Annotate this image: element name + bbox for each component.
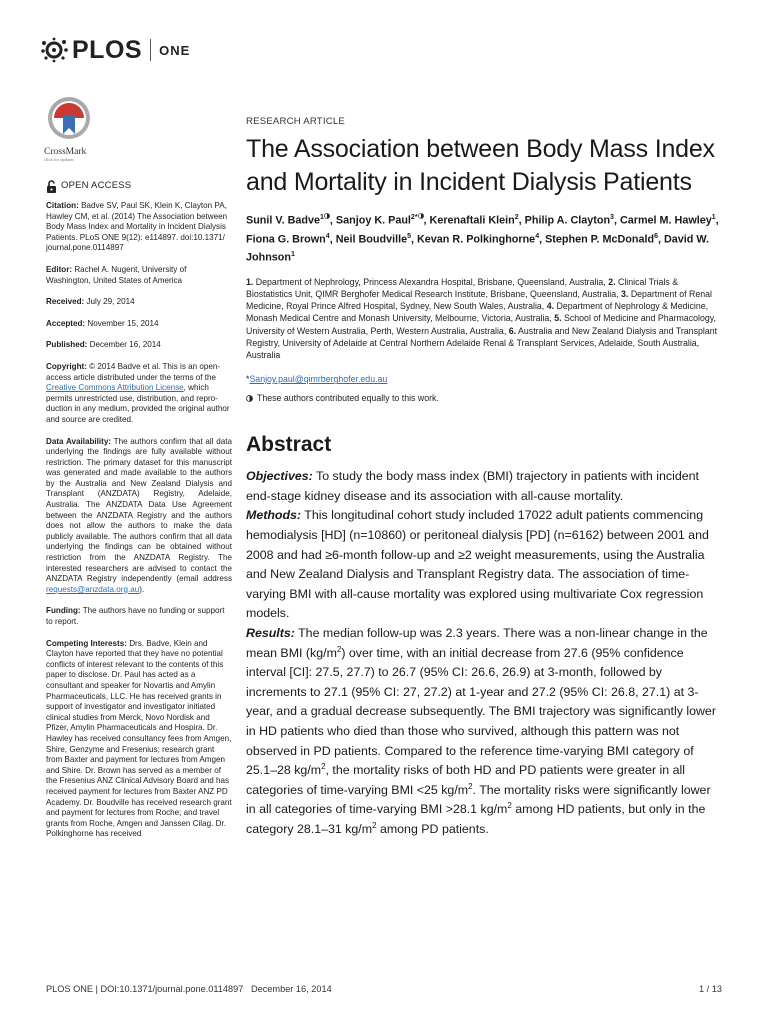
crossmark-icon [46, 96, 92, 140]
affiliations [246, 276, 722, 361]
author-name: Kevan R. Polkinghorne [417, 233, 536, 246]
received-text: July 29, 2014 [86, 297, 135, 307]
author-name: Neil Boudville [335, 233, 408, 246]
author-affiliation-mark: 4 [535, 232, 540, 240]
abstract-heading: Abstract [246, 433, 332, 457]
editor-label: Editor: [46, 264, 73, 274]
abstract-body [246, 467, 722, 839]
competing-interests-label: Competing Interests: [46, 638, 127, 648]
affiliation-text: Australia and New Zealand Dialysis and Transplant Registry, University of Adelaide at Central Northern Adelaide Renal & Transplant Services, Adelaide, South Australia, Australia [246, 325, 718, 360]
author-name: Stephen P. McDonald [545, 233, 655, 246]
author-name: Carmel M. Hawley [619, 214, 712, 227]
data-availability-block [46, 437, 232, 596]
author-name: Sunil V. Badve [246, 214, 321, 227]
author-name: David W. Johnson [246, 233, 709, 264]
results-text-6: among PD patients. [376, 821, 489, 836]
copyright-text-end: , which permits unrestricted use, distribution, and repro- duction in any medium, provided the original author and source are credited. [46, 383, 230, 424]
crossmark-label: CrossMark [44, 147, 87, 157]
author-separator: , [613, 214, 620, 227]
abstract-methods [246, 506, 722, 624]
author-separator: , [715, 214, 719, 227]
author-separator: , [518, 214, 525, 227]
corresponding-email [246, 374, 722, 384]
accepted-label: Accepted: [46, 318, 86, 328]
superscript: 2 [321, 761, 326, 771]
copyright-text: © 2014 Badve et al. This is an open-access article distributed under the terms of the [46, 361, 221, 382]
journal-name: ONE [159, 42, 191, 58]
funding-block [46, 606, 232, 627]
author-separator: , [329, 214, 336, 227]
citation-text: Badve SV, Paul SK, Klein K, Clayton PA, Hawley CM, et al. (2014) The Association between Body Mass Index and Mortality in Incident Dialysis Patients. PLoS ONE 9(12): e114897. doi:10.1371/ journal.pone.0114897 [46, 201, 228, 253]
article-sidebar [46, 180, 232, 851]
equal-contribution-text: These authors contributed equally to this work. [257, 393, 439, 404]
logo-divider [150, 39, 151, 61]
accepted-block [46, 319, 232, 330]
affiliation-text: Department of Nephrology & Medicine, Monash Medical Centre and Monash University, Melbourne, Victoria, Australia, [246, 301, 709, 324]
funding-label: Funding: [46, 606, 81, 616]
author-name: Kerenaftali Klein [429, 214, 515, 227]
author-affiliation-mark: 2* [410, 214, 418, 221]
license-link[interactable]: Creative Commons Attribution License [46, 383, 184, 393]
abstract-objectives [246, 467, 722, 506]
author-affiliation-mark: 2 [514, 214, 519, 221]
author-separator: , [329, 233, 336, 246]
affiliation-number: 6. [508, 325, 517, 336]
author-affiliation-mark: 1 [291, 251, 295, 259]
published-text: December 16, 2014 [89, 340, 161, 350]
author-name: Philip A. Clayton [524, 214, 611, 227]
published-block [46, 340, 232, 351]
author-affiliation-mark: 5 [407, 232, 411, 240]
corresponding-star: * [246, 374, 250, 385]
logo-text: PLOS [72, 35, 143, 64]
citation-block [46, 201, 232, 254]
author-separator: , [539, 233, 546, 246]
page-number: 1 / 13 [699, 984, 722, 994]
affiliation-number: 3. [621, 288, 629, 299]
author-affiliation-mark: 1 [320, 214, 324, 221]
data-availability-label: Data Availability: [46, 436, 112, 446]
author-name: Fiona G. Brown [246, 233, 326, 246]
author-affiliation-mark: 6 [654, 232, 658, 240]
editor-block [46, 265, 232, 286]
abstract-results [246, 624, 722, 840]
crossmark-badge[interactable] [44, 96, 104, 162]
affiliation-text: Department of Nephrology, Princess Alexandra Hospital, Brisbane, Queensland, Australia, [255, 276, 609, 287]
open-access-label: OPEN ACCESS [61, 180, 132, 192]
superscript: 2 [507, 801, 512, 811]
article-title: The Association between Body Mass Index and Mortality in Incident Dialysis Patients [246, 135, 715, 196]
competing-interests-block [46, 639, 232, 840]
methods-label: Methods: [246, 508, 302, 523]
open-access-badge [46, 180, 232, 193]
author-affiliation-mark: 1 [711, 214, 716, 221]
received-label: Received: [46, 297, 85, 307]
email-link[interactable]: Sanjoy.paul@qimrberghofer.edu.au [249, 374, 388, 385]
funding-text: The authors have no funding or support to report. [46, 606, 225, 626]
competing-interests-text: Drs. Badve, Klein and Clayton have reported that they have no potential conflicts of interest relevant to the contents of this paper to disclose. Dr. Paul has acted as a consultant and speaker for Novartis and Amylin Pharmaceuticals, LLC. He has received grants in support of investigator and investigator initiated clinical studies from Merck, Novo Nordisk and Pfizer, Amylin Pharmaceuticals and Hospira. Dr. Hawley has received consultancy fees from Amgen, Shire, Genzyme and Fresenius; research grant from Baxter and payment for lectures from Amgen and Shire. Dr. Brown has served as a member of the Fresenius ANZ Clinical Advisory Board and has received payment for lectures from Baxter ANZ PD Academy. Dr. Boudville has received research grant and payment for lectures from Roche; and travel grants from Roche, Amgen and Janssen Cilag. Dr. Polkinghorne has received [46, 638, 232, 839]
data-availability-text: The authors confirm that all data underlying the findings are fully available without restriction. The primary dataset for this manuscript was generated and made available to the authors by the Australia and New Zealand Dialysis and Transplant (ANZDATA) Registry, Adelaide, Australia. The ANZDATA Data Use Agreement between the ANZDATA Registry and the authors does not allow the authors to make the data publicly available. The authors confirm that all data underlying the findings can be obtained without restriction from the ANZDATA Registry. The interested researchers are advised to contact the ANZDATA Registry independently (email address [46, 436, 232, 584]
editor-text: Rachel A. Nugent, University of Washington, United States of America [46, 264, 187, 285]
results-text-5: among HD patients, but only in the category 28.1–31 kg/m [246, 802, 706, 836]
published-label: Published: [46, 340, 88, 350]
results-text-1: The median follow-up was 2.3 years. There was a non-linear change in the mean BMI (kg/m [246, 625, 708, 660]
affiliation-text: Clinical Trials & Biostatistics Unit, QIMR Berghofer Medical Research Institute, Brisbane, Queensland, Australia, [246, 276, 679, 299]
results-text-4: . The mortality risks were significantly lower in all categories of time-varying BMI >28.1 kg/m [246, 782, 711, 817]
objectives-label: Objectives: [246, 469, 313, 484]
article-main [246, 116, 722, 839]
copyright-label: Copyright: [46, 361, 87, 371]
received-block [46, 297, 232, 308]
author-affiliation-mark: 3 [610, 214, 614, 221]
plos-circles-icon [40, 37, 70, 63]
article-type: RESEARCH ARTICLE [246, 116, 345, 127]
affiliation-number: 2. [608, 276, 616, 287]
author-affiliation-mark: 4 [325, 232, 330, 240]
author-separator: , [658, 233, 664, 246]
page-footer [46, 984, 722, 994]
equal-contribution-note [246, 393, 722, 403]
methods-text: This longitudinal cohort study included 17022 adult patients commencing hemodialysis [HD] (n=10860) or peritoneal dialysis [PD] (n=6162) between 2001 and 2008 and had ≥6-month follow-up and ≥2 weight measurements, using the Australia and New Zealand Dialysis and Transplant Registry data. The association of time-varying BMI with all-cause mortality was explored using multivariate Cox regression models. [246, 508, 709, 621]
superscript: 2 [372, 820, 377, 830]
affiliation-text: School of Medicine and Pharmacology, University of Western Australia, Perth, Western Australia, Australia, [246, 313, 716, 336]
objectives-text: To study the body mass index (BMI) trajectory in patients with incident end-stage kidney disease and its association with all-cause mortality. [246, 469, 699, 503]
affiliation-number: 5. [554, 313, 562, 324]
author-separator: , [423, 214, 430, 227]
footer-citation: PLOS ONE | DOI:10.1371/journal.pone.0114897 December 16, 2014 [46, 984, 332, 994]
open-lock-icon [46, 180, 57, 193]
affiliation-text: Department of Renal Medicine, Royal Prince Alfred Hospital, Sydney, New South Wales, Australia, [246, 288, 712, 312]
journal-logo [40, 36, 190, 64]
registry-email-link[interactable]: requests@anzdata.org.au [46, 584, 140, 594]
superscript: 2 [468, 781, 473, 791]
results-text-2: ) over time, with an initial decrease from 27.6 (95% confidence interval [CI]: 27.5, 27.7) to 26.7 (95% CI: 26.6, 26.9) at 3-month, followed by increments to 27.1 (95% CI: 27, 27.2) at 1-year and 27.2 (95% CI: 26.8, 27.1) at 3-year, and a gradual decrease subsequently. The BMI trajectory was significantly lower in HD patients who died than those who survived, although this pattern was not observed in PD patients. Compared to the reference time-varying BMI category of 25.1–28 kg/m [246, 645, 716, 778]
results-label: Results: [246, 625, 295, 640]
copyright-block [46, 362, 232, 426]
results-text-3: , the mortality risks of both HD and PD patients were greater in all categories of time-varying BMI <25 kg/m [246, 763, 686, 797]
crossmark-sub: click for updates [44, 157, 74, 162]
author-list [246, 210, 722, 266]
affiliation-number: 4. [546, 301, 555, 312]
citation-label: Citation: [46, 201, 79, 210]
half-circle-icon [246, 395, 253, 402]
superscript: 2 [336, 644, 342, 654]
accepted-text: November 15, 2014 [87, 318, 159, 328]
author-name: Sanjoy K. Paul [335, 214, 411, 227]
affiliation-number: 1. [246, 276, 254, 287]
author-separator: , [411, 233, 417, 246]
data-availability-end: ). [139, 584, 145, 594]
